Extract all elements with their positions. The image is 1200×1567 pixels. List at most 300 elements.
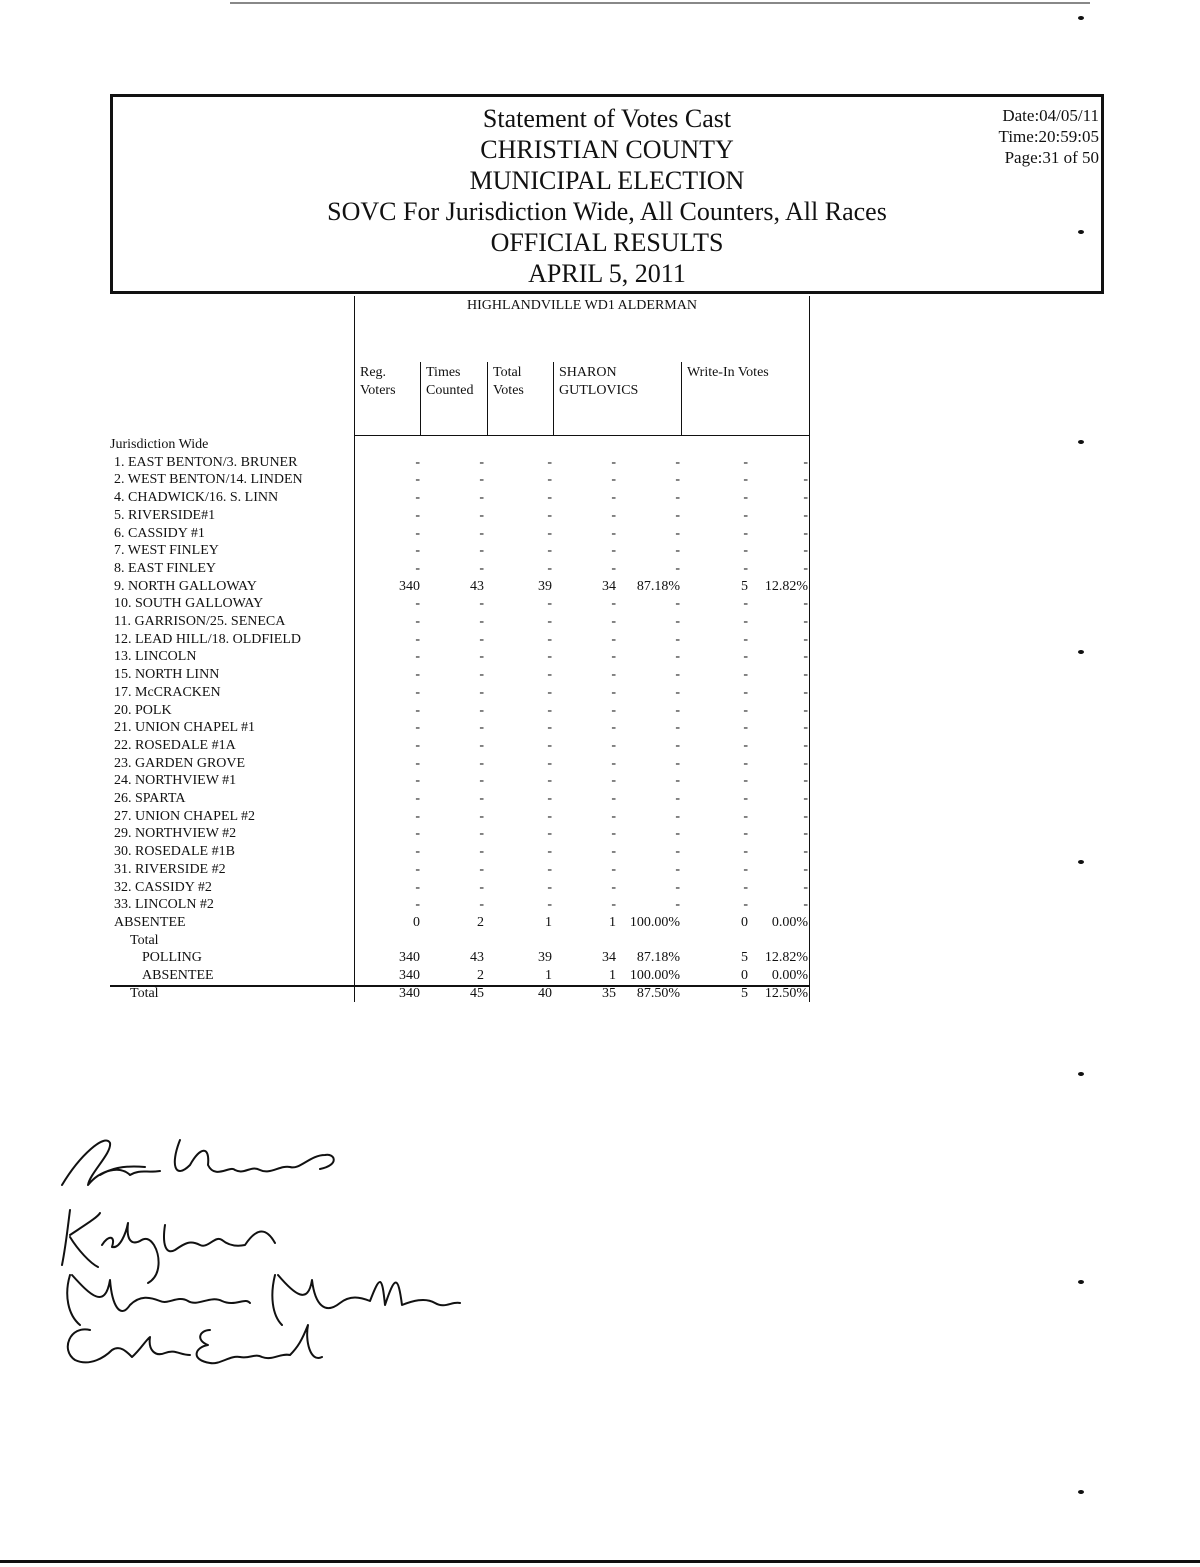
write-in-votes-cell: - bbox=[743, 596, 748, 612]
reg-voters-cell: - bbox=[415, 844, 420, 860]
times-counted-cell: - bbox=[479, 614, 484, 629]
candidate-votes-cell: - bbox=[611, 490, 616, 506]
results-status: OFFICIAL RESULTS bbox=[490, 228, 724, 257]
write-in-pct-cell: - bbox=[803, 737, 808, 753]
write-in-votes-cell: - bbox=[743, 649, 748, 665]
candidate-votes-cell: - bbox=[611, 897, 616, 913]
total-votes-cell: 39 bbox=[538, 950, 552, 966]
candidate-pct-cell: - bbox=[675, 808, 680, 824]
times-counted-cell: - bbox=[479, 684, 484, 700]
row-label: 10. SOUTH GALLOWAY bbox=[114, 596, 264, 612]
candidate-pct-cell: - bbox=[675, 702, 680, 718]
write-in-votes-cell: - bbox=[743, 861, 748, 877]
times-counted-cell: - bbox=[479, 773, 484, 789]
totals-row bbox=[0, 967, 820, 985]
row-label: 31. RIVERSIDE #2 bbox=[114, 861, 226, 877]
table-row bbox=[0, 843, 820, 861]
total-votes-cell: - bbox=[547, 808, 552, 824]
write-in-votes-cell: 5 bbox=[741, 950, 748, 966]
totals-row bbox=[0, 949, 820, 967]
scan-speck bbox=[1078, 650, 1084, 654]
row-label: Total bbox=[130, 985, 159, 1001]
col-total-votes: Total Votes bbox=[493, 365, 524, 398]
write-in-pct-cell: 0.00% bbox=[771, 914, 808, 930]
row-label: 4. CHADWICK/16. S. LINN bbox=[114, 490, 279, 506]
total-votes-cell: - bbox=[547, 720, 552, 736]
reg-voters-cell: - bbox=[415, 614, 420, 629]
candidate-pct-cell: - bbox=[675, 879, 680, 895]
scan-speck bbox=[1078, 1490, 1084, 1494]
row-label: 30. ROSEDALE #1B bbox=[114, 844, 235, 860]
times-counted-cell: - bbox=[479, 543, 484, 559]
total-votes-cell: 39 bbox=[538, 578, 552, 594]
candidate-pct-cell: - bbox=[675, 454, 680, 470]
total-votes-cell: - bbox=[547, 861, 552, 877]
candidate-votes-cell: - bbox=[611, 543, 616, 559]
candidate-votes-cell: - bbox=[611, 684, 616, 700]
candidate-votes-cell: 34 bbox=[602, 578, 616, 594]
candidate-pct-cell: 87.18% bbox=[636, 950, 680, 966]
write-in-votes-cell: - bbox=[743, 684, 748, 700]
write-in-votes-cell: - bbox=[743, 826, 748, 842]
row-label: 8. EAST FINLEY bbox=[114, 560, 217, 576]
candidate-pct-cell: 100.00% bbox=[629, 914, 680, 930]
reg-voters-cell: - bbox=[415, 791, 420, 806]
row-label: 6. CASSIDY #1 bbox=[114, 525, 205, 541]
row-label: Total bbox=[130, 932, 159, 948]
reg-voters-cell: - bbox=[415, 454, 420, 470]
candidate-pct-cell: - bbox=[675, 897, 680, 913]
write-in-pct-cell: - bbox=[803, 614, 808, 629]
write-in-pct-cell: 12.82% bbox=[764, 578, 808, 594]
reg-voters-cell: - bbox=[415, 649, 420, 665]
times-counted-cell: - bbox=[479, 507, 484, 523]
table-row bbox=[0, 825, 820, 843]
candidate-votes-cell: - bbox=[611, 879, 616, 895]
row-label: 22. ROSEDALE #1A bbox=[114, 737, 236, 753]
candidate-pct-cell: - bbox=[675, 525, 680, 541]
print-time: Time:20:59:05 bbox=[998, 127, 1099, 146]
total-votes-cell: - bbox=[547, 791, 552, 806]
candidate-pct-cell: - bbox=[675, 720, 680, 736]
write-in-pct-cell: - bbox=[803, 631, 808, 647]
table-row bbox=[0, 471, 820, 489]
row-label: 2. WEST BENTON/14. LINDEN bbox=[114, 472, 303, 488]
table-row bbox=[0, 684, 820, 702]
reg-voters-cell: - bbox=[415, 755, 420, 771]
total-votes-cell: - bbox=[547, 702, 552, 718]
reg-voters-cell: - bbox=[415, 560, 420, 576]
candidate-pct-cell: - bbox=[675, 614, 680, 629]
candidate-votes-cell: - bbox=[611, 720, 616, 736]
write-in-pct-cell: 12.50% bbox=[764, 985, 808, 1001]
write-in-pct-cell: - bbox=[803, 720, 808, 736]
reg-voters-cell: 340 bbox=[399, 950, 420, 966]
reg-voters-cell: - bbox=[415, 507, 420, 523]
reg-voters-cell: - bbox=[415, 490, 420, 506]
write-in-votes-cell: - bbox=[743, 879, 748, 895]
candidate-votes-cell: - bbox=[611, 755, 616, 771]
table-row bbox=[0, 648, 820, 666]
candidate-pct-cell: - bbox=[675, 649, 680, 665]
total-votes-cell: - bbox=[547, 879, 552, 895]
write-in-votes-cell: 5 bbox=[741, 985, 748, 1001]
signature-2 bbox=[62, 1210, 275, 1283]
write-in-pct-cell: - bbox=[803, 472, 808, 488]
total-votes-cell: - bbox=[547, 755, 552, 771]
total-votes-cell: 1 bbox=[545, 914, 552, 930]
write-in-pct-cell: - bbox=[803, 861, 808, 877]
candidate-votes-cell: - bbox=[611, 596, 616, 612]
write-in-votes-cell: - bbox=[743, 490, 748, 506]
total-votes-cell: - bbox=[547, 684, 552, 700]
signature-4 bbox=[68, 1325, 322, 1363]
write-in-pct-cell: - bbox=[803, 791, 808, 806]
times-counted-cell: - bbox=[479, 702, 484, 718]
candidate-votes-cell: 34 bbox=[602, 950, 616, 966]
table-row bbox=[0, 861, 820, 879]
report-meta bbox=[999, 105, 1099, 168]
candidate-pct-cell: - bbox=[675, 791, 680, 806]
column-divider bbox=[487, 362, 488, 436]
total-votes-cell: - bbox=[547, 507, 552, 523]
total-votes-cell: - bbox=[547, 773, 552, 789]
times-counted-cell: - bbox=[479, 755, 484, 771]
candidate-pct-cell: - bbox=[675, 737, 680, 753]
candidate-votes-cell: - bbox=[611, 773, 616, 789]
reg-voters-cell: - bbox=[415, 525, 420, 541]
times-counted-cell: - bbox=[479, 791, 484, 806]
candidate-votes-cell: - bbox=[611, 507, 616, 523]
reg-voters-cell: - bbox=[415, 826, 420, 842]
scan-bottom-edge bbox=[0, 1560, 1200, 1563]
times-counted-cell: - bbox=[479, 720, 484, 736]
write-in-votes-cell: - bbox=[743, 791, 748, 806]
times-counted-cell: 2 bbox=[477, 914, 484, 930]
table-row bbox=[0, 896, 820, 914]
row-label: 7. WEST FINLEY bbox=[114, 543, 219, 559]
signature-1 bbox=[62, 1140, 334, 1185]
total-votes-cell: - bbox=[547, 596, 552, 612]
report-title: Statement of Votes Cast bbox=[482, 104, 732, 133]
table-row bbox=[0, 666, 820, 684]
total-votes-cell: - bbox=[547, 454, 552, 470]
total-votes-cell: - bbox=[547, 649, 552, 665]
row-label: 11. GARRISON/25. SENECA bbox=[114, 614, 286, 629]
times-counted-cell: - bbox=[479, 454, 484, 470]
total-votes-cell: 40 bbox=[538, 985, 552, 1001]
times-counted-cell: - bbox=[479, 826, 484, 842]
write-in-votes-cell: - bbox=[743, 897, 748, 913]
signature-3 bbox=[67, 1275, 460, 1325]
write-in-votes-cell: - bbox=[743, 472, 748, 488]
reg-voters-cell: - bbox=[415, 720, 420, 736]
write-in-votes-cell: - bbox=[743, 737, 748, 753]
write-in-votes-cell: - bbox=[743, 560, 748, 576]
times-counted-cell: 43 bbox=[470, 578, 484, 594]
total-votes-cell: - bbox=[547, 472, 552, 488]
row-label: 17. McCRACKEN bbox=[114, 684, 221, 700]
write-in-pct-cell: - bbox=[803, 543, 808, 559]
totals-heading bbox=[0, 932, 820, 950]
candidate-votes-cell: 1 bbox=[609, 914, 616, 930]
candidate-pct-cell: - bbox=[675, 631, 680, 647]
reg-voters-cell: - bbox=[415, 596, 420, 612]
times-counted-cell: - bbox=[479, 596, 484, 612]
column-divider bbox=[681, 362, 682, 436]
table-row bbox=[0, 489, 820, 507]
row-label: 33. LINCOLN #2 bbox=[114, 897, 214, 913]
reg-voters-cell: - bbox=[415, 808, 420, 824]
scan-speck bbox=[1078, 860, 1084, 864]
table-row bbox=[0, 560, 820, 578]
total-votes-cell: - bbox=[547, 826, 552, 842]
times-counted-cell: - bbox=[479, 861, 484, 877]
election-name: MUNICIPAL ELECTION bbox=[469, 166, 745, 195]
page-number: Page:31 of 50 bbox=[1004, 148, 1099, 167]
row-label: 15. NORTH LINN bbox=[114, 667, 220, 683]
write-in-pct-cell: - bbox=[803, 507, 808, 523]
table-row bbox=[0, 879, 820, 897]
write-in-pct-cell: - bbox=[803, 826, 808, 842]
section-heading bbox=[0, 436, 820, 454]
times-counted-cell: 2 bbox=[477, 968, 484, 983]
reg-voters-cell: - bbox=[415, 631, 420, 647]
reg-voters-cell: - bbox=[415, 702, 420, 718]
row-label: 9. NORTH GALLOWAY bbox=[114, 578, 257, 594]
candidate-votes-cell: - bbox=[611, 614, 616, 629]
race-title: HIGHLANDVILLE WD1 ALDERMAN bbox=[467, 298, 697, 313]
write-in-votes-cell: - bbox=[743, 773, 748, 789]
table-row bbox=[0, 454, 820, 472]
row-label: 23. GARDEN GROVE bbox=[114, 755, 246, 771]
times-counted-cell: - bbox=[479, 472, 484, 488]
write-in-votes-cell: - bbox=[743, 507, 748, 523]
row-label: 20. POLK bbox=[114, 702, 172, 718]
write-in-pct-cell: - bbox=[803, 808, 808, 824]
scan-speck bbox=[1078, 440, 1084, 444]
candidate-votes-cell: - bbox=[611, 525, 616, 541]
write-in-votes-cell: - bbox=[743, 454, 748, 470]
times-counted-cell: 43 bbox=[470, 950, 484, 966]
times-counted-cell: - bbox=[479, 560, 484, 576]
write-in-pct-cell: 0.00% bbox=[771, 968, 808, 983]
candidate-votes-cell: - bbox=[611, 667, 616, 683]
write-in-pct-cell: - bbox=[803, 897, 808, 913]
total-votes-cell: - bbox=[547, 737, 552, 753]
candidate-pct-cell: - bbox=[675, 472, 680, 488]
total-votes-cell: - bbox=[547, 543, 552, 559]
table-row bbox=[0, 914, 820, 932]
col-write-in: Write-In Votes bbox=[687, 365, 769, 380]
write-in-pct-cell: - bbox=[803, 525, 808, 541]
table-row bbox=[0, 790, 820, 808]
times-counted-cell: - bbox=[479, 525, 484, 541]
scan-top-edge bbox=[230, 2, 1090, 4]
candidate-pct-cell: - bbox=[675, 596, 680, 612]
report-header bbox=[110, 94, 1104, 294]
candidate-pct-cell: - bbox=[675, 543, 680, 559]
totals-row bbox=[0, 985, 820, 1003]
candidate-pct-cell: - bbox=[675, 861, 680, 877]
table-row bbox=[0, 578, 820, 596]
table-row bbox=[0, 613, 820, 631]
write-in-votes-cell: 0 bbox=[741, 968, 748, 983]
row-label: 27. UNION CHAPEL #2 bbox=[114, 808, 256, 824]
county-name: CHRISTIAN COUNTY bbox=[480, 135, 734, 164]
col-reg-voters: Reg. Voters bbox=[360, 365, 396, 398]
row-label: 32. CASSIDY #2 bbox=[114, 879, 212, 895]
row-label: POLLING bbox=[142, 950, 202, 966]
total-votes-cell: - bbox=[547, 614, 552, 629]
write-in-votes-cell: - bbox=[743, 720, 748, 736]
total-votes-cell: - bbox=[547, 525, 552, 541]
reg-voters-cell: 340 bbox=[399, 985, 420, 1001]
table-row bbox=[0, 808, 820, 826]
reg-voters-cell: 0 bbox=[413, 914, 420, 930]
write-in-votes-cell: - bbox=[743, 808, 748, 824]
candidate-votes-cell: - bbox=[611, 649, 616, 665]
reg-voters-cell: 340 bbox=[399, 578, 420, 594]
candidate-pct-cell: - bbox=[675, 490, 680, 506]
scan-speck bbox=[1078, 16, 1084, 20]
write-in-votes-cell: 0 bbox=[741, 914, 748, 930]
table-row bbox=[0, 772, 820, 790]
times-counted-cell: - bbox=[479, 737, 484, 753]
table-row bbox=[0, 631, 820, 649]
row-label: 12. LEAD HILL/18. OLDFIELD bbox=[114, 631, 302, 647]
scan-speck bbox=[1078, 1280, 1084, 1284]
row-label: Jurisdiction Wide bbox=[110, 437, 209, 452]
write-in-votes-cell: - bbox=[743, 525, 748, 541]
column-divider bbox=[420, 362, 421, 436]
total-votes-cell: - bbox=[547, 844, 552, 860]
write-in-pct-cell: - bbox=[803, 454, 808, 470]
times-counted-cell: - bbox=[479, 808, 484, 824]
total-votes-cell: - bbox=[547, 560, 552, 576]
total-votes-cell: 1 bbox=[545, 968, 552, 983]
times-counted-cell: - bbox=[479, 490, 484, 506]
candidate-pct-cell: - bbox=[675, 844, 680, 860]
total-votes-cell: - bbox=[547, 897, 552, 913]
write-in-votes-cell: - bbox=[743, 844, 748, 860]
scan-speck bbox=[1078, 230, 1084, 234]
table-row bbox=[0, 702, 820, 720]
row-label: 13. LINCOLN bbox=[114, 649, 197, 665]
candidate-votes-cell: - bbox=[611, 472, 616, 488]
candidate-pct-cell: - bbox=[675, 667, 680, 683]
candidate-pct-cell: - bbox=[675, 826, 680, 842]
candidate-votes-cell: - bbox=[611, 791, 616, 806]
table-row bbox=[0, 542, 820, 560]
write-in-pct-cell: - bbox=[803, 667, 808, 683]
row-label: 1. EAST BENTON/3. BRUNER bbox=[114, 454, 298, 470]
handwritten-signatures bbox=[50, 1125, 510, 1385]
reg-voters-cell: 340 bbox=[399, 968, 420, 983]
table-row bbox=[0, 595, 820, 613]
col-times-counted: Times Counted bbox=[426, 365, 474, 398]
reg-voters-cell: - bbox=[415, 684, 420, 700]
write-in-pct-cell: - bbox=[803, 684, 808, 700]
candidate-votes-cell: - bbox=[611, 826, 616, 842]
candidate-votes-cell: - bbox=[611, 844, 616, 860]
write-in-pct-cell: 12.82% bbox=[764, 950, 808, 966]
write-in-pct-cell: - bbox=[803, 649, 808, 665]
row-label: 29. NORTHVIEW #2 bbox=[114, 826, 237, 842]
reg-voters-cell: - bbox=[415, 737, 420, 753]
row-label: ABSENTEE bbox=[114, 914, 186, 930]
reg-voters-cell: - bbox=[415, 543, 420, 559]
write-in-pct-cell: - bbox=[803, 844, 808, 860]
table-row bbox=[0, 525, 820, 543]
candidate-pct-cell: 100.00% bbox=[629, 968, 680, 983]
candidate-votes-cell: - bbox=[611, 737, 616, 753]
reg-voters-cell: - bbox=[415, 861, 420, 877]
row-label: 21. UNION CHAPEL #1 bbox=[114, 720, 256, 736]
times-counted-cell: - bbox=[479, 844, 484, 860]
row-label: ABSENTEE bbox=[142, 968, 214, 983]
times-counted-cell: - bbox=[479, 879, 484, 895]
scan-speck bbox=[1078, 1072, 1084, 1076]
report-scope: SOVC For Jurisdiction Wide, All Counters, All Races bbox=[327, 197, 887, 226]
write-in-votes-cell: - bbox=[743, 702, 748, 718]
candidate-votes-cell: - bbox=[611, 560, 616, 576]
candidate-votes-cell: - bbox=[611, 702, 616, 718]
table-border-left bbox=[354, 296, 355, 436]
times-counted-cell: - bbox=[479, 667, 484, 683]
column-divider bbox=[553, 362, 554, 436]
candidate-votes-cell: - bbox=[611, 861, 616, 877]
candidate-votes-cell: - bbox=[611, 631, 616, 647]
reg-voters-cell: - bbox=[415, 879, 420, 895]
total-votes-cell: - bbox=[547, 490, 552, 506]
candidate-pct-cell: - bbox=[675, 507, 680, 523]
write-in-votes-cell: - bbox=[743, 755, 748, 771]
candidate-votes-cell: - bbox=[611, 454, 616, 470]
total-votes-cell: - bbox=[547, 667, 552, 683]
candidate-votes-cell: 1 bbox=[609, 968, 616, 983]
reg-voters-cell: - bbox=[415, 472, 420, 488]
write-in-pct-cell: - bbox=[803, 755, 808, 771]
times-counted-cell: 45 bbox=[470, 985, 484, 1001]
table-row bbox=[0, 507, 820, 525]
table-row bbox=[0, 755, 820, 773]
write-in-votes-cell: - bbox=[743, 631, 748, 647]
candidate-pct-cell: - bbox=[675, 560, 680, 576]
print-date: Date:04/05/11 bbox=[1002, 106, 1099, 125]
reg-voters-cell: - bbox=[415, 773, 420, 789]
candidate-votes-cell: - bbox=[611, 808, 616, 824]
candidate-pct-cell: - bbox=[675, 773, 680, 789]
write-in-pct-cell: - bbox=[803, 702, 808, 718]
candidate-pct-cell: - bbox=[675, 684, 680, 700]
write-in-pct-cell: - bbox=[803, 596, 808, 612]
write-in-pct-cell: - bbox=[803, 560, 808, 576]
write-in-votes-cell: 5 bbox=[741, 578, 748, 594]
election-date: APRIL 5, 2011 bbox=[528, 259, 686, 288]
write-in-pct-cell: - bbox=[803, 490, 808, 506]
times-counted-cell: - bbox=[479, 897, 484, 913]
row-label: 5. RIVERSIDE#1 bbox=[114, 507, 216, 523]
times-counted-cell: - bbox=[479, 631, 484, 647]
reg-voters-cell: - bbox=[415, 897, 420, 913]
candidate-pct-cell: 87.50% bbox=[636, 985, 680, 1001]
write-in-votes-cell: - bbox=[743, 614, 748, 629]
write-in-pct-cell: - bbox=[803, 773, 808, 789]
times-counted-cell: - bbox=[479, 649, 484, 665]
candidate-pct-cell: - bbox=[675, 755, 680, 771]
total-votes-cell: - bbox=[547, 631, 552, 647]
